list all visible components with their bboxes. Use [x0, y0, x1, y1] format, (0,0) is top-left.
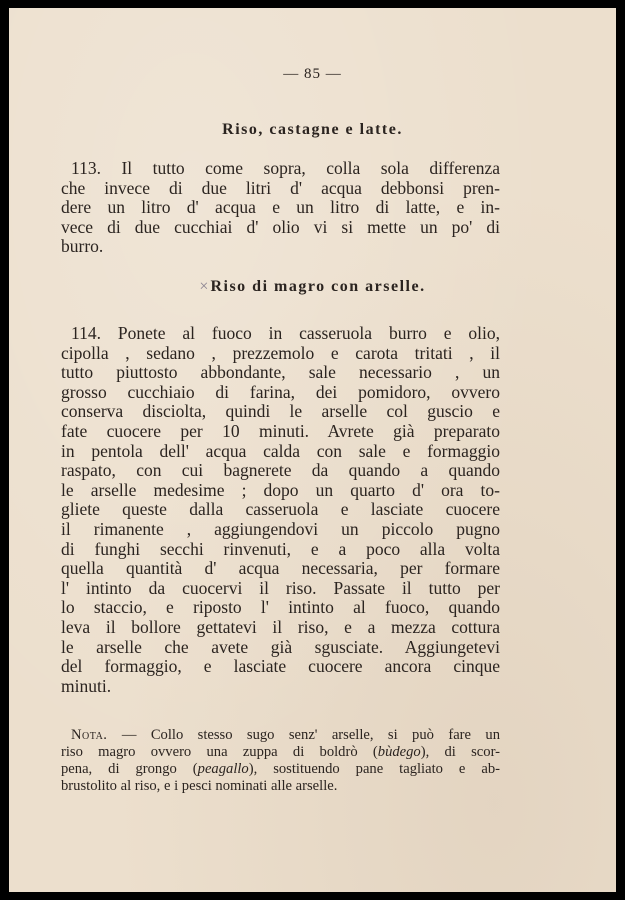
- note-line: [61, 727, 500, 744]
- text-line: fate cuocere per 10 minuti. Avrete già preparato: [61, 420, 500, 441]
- recipe-114-title: Riso di magro con arselle.: [210, 278, 426, 295]
- text-line: che invece di due litri d' acqua debbonsi pren-: [61, 177, 500, 198]
- text-line: le arselle che avete già sgusciate. Aggiungetevi: [61, 636, 500, 657]
- recipe-114-heading: [9, 278, 616, 296]
- text-line: cipolla , sedano , prezzemolo e carota tritati , il: [61, 342, 500, 363]
- recipe-114-paragraph: [61, 324, 500, 696]
- text-line: leva il bollore gettatevi il riso, e a mezza cottura: [61, 616, 500, 637]
- note-dialect-term: bùdego: [377, 744, 421, 760]
- text-line: minuti.: [61, 675, 112, 696]
- text-line: vece di due cucchiai d' olio vi si mette un po' di: [61, 216, 500, 237]
- text-line: 113. Il tutto come sopra, colla sola differenza: [71, 158, 500, 178]
- text-line: di funghi secchi rinvenuti, e a poco alla volta: [61, 538, 500, 559]
- pencil-mark: ×: [199, 278, 209, 295]
- text-line: il rimanente , aggiungendovi un piccolo pugno: [61, 518, 500, 539]
- text-line: tutto piuttosto abbondante, sale necessario , un: [61, 362, 500, 383]
- page-number: — 85 —: [283, 66, 342, 82]
- text-line: grosso cucchiaio di farina, dei pomidoro, ovvero: [61, 381, 500, 402]
- text-line: conserva disciolta, quindi le arselle col guscio e: [61, 401, 500, 422]
- note-text: — Collo stesso sugo senz' arselle, si può fare un: [107, 727, 500, 743]
- text-line: le arselle medesime ; dopo un quarto d' ora to-: [61, 479, 500, 500]
- note-text: ), sostituendo pane tagliato e ab-: [248, 761, 500, 777]
- note-label: Nota.: [71, 727, 108, 743]
- note-line: [61, 744, 500, 761]
- text-line: gliete queste dalla casseruola e lasciate cuocere: [61, 499, 500, 520]
- text-line: 114. Ponete al fuoco in casseruola burro e olio,: [71, 323, 500, 343]
- note-line: [61, 761, 500, 778]
- text-line: in pentola dell' acqua calda con sale e formaggio: [61, 440, 500, 461]
- recipe-113-paragraph: [61, 159, 500, 257]
- text-line: burro.: [61, 236, 104, 257]
- note-text: riso magro ovvero una zuppa di boldrò (: [61, 744, 378, 760]
- recipe-113-title: Riso, castagne e latte.: [222, 121, 403, 138]
- book-page: [9, 8, 616, 892]
- footnote: [61, 727, 500, 795]
- text-line: lo staccio, e riposto l' intinto al fuoco, quando: [61, 597, 500, 618]
- note-text: ), di scor-: [420, 744, 500, 760]
- text-line: dere un litro d' acqua e un litro di latte, e in-: [61, 197, 500, 218]
- note-text: pena, di grongo (: [61, 761, 198, 777]
- note-line: brustolito al riso, e i pesci nominati alle arselle.: [61, 778, 338, 794]
- text-line: del formaggio, e lasciate cuocere ancora cinque: [61, 656, 500, 677]
- text-line: raspato, con cui bagnerete da quando a quando: [61, 460, 500, 481]
- note-dialect-term: peagallo: [197, 761, 249, 777]
- text-line: l' intinto da cuocervi il riso. Passate il tutto per: [61, 577, 500, 598]
- text-line: quella quantità d' acqua necessaria, per formare: [61, 558, 500, 579]
